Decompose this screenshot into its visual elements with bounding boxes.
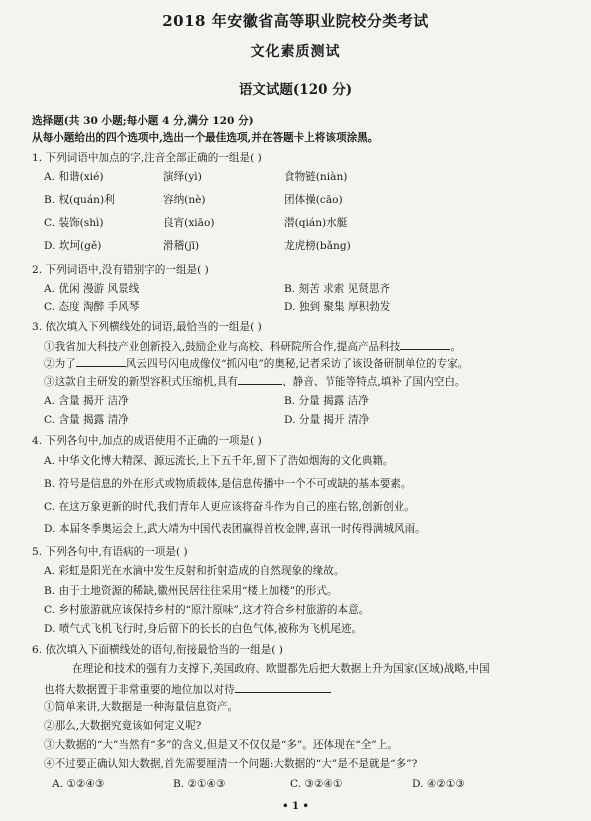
q3-option-d: D. 分量 揭开 清净 (284, 414, 370, 426)
q1-option-d2: 滑稽(jī) (163, 240, 200, 252)
q6-stem: 6. 依次填入下面横线处的语句,衔接最恰当的一组是( ) (32, 644, 283, 656)
q6-blank (235, 681, 331, 693)
q1-option-a1: A. 和谐(xié) (44, 171, 104, 183)
q3-sentence-2 (44, 355, 468, 371)
q6-option-b: B. ②①④③ (173, 778, 226, 790)
q5-option-d: D. 喷气式飞机飞行时,身后留下的长长的白色气体,被称为飞机尾迹。 (44, 623, 363, 635)
q1-option-b2: 容纳(nè) (163, 194, 206, 206)
q1-option-c1: C. 装饰(shì) (44, 217, 104, 229)
section-heading: 选择题(共 30 小题;每小题 4 分,满分 120 分) (32, 115, 254, 127)
q6-passage-line-1: 在理论和技术的强有力支撑下,美国政府、欧盟都先后把大数据上升为国家(区域)战略,中国 (72, 663, 490, 675)
q4-stem: 4. 下列各句中,加点的成语使用不正确的一项是( ) (32, 435, 262, 447)
q6-option-a: A. ①②④③ (52, 778, 105, 790)
q4-option-b: B. 符号是信息的外在形式或物质载体,是信息传播中一个不可或缺的基本要素。 (44, 478, 412, 490)
q6-item-1: ①简单来讲,大数据是一种海量信息资产。 (44, 701, 239, 713)
q6-option-d: D. ④②①③ (412, 778, 465, 790)
q3-blank-2 (76, 355, 126, 367)
q4-option-a: A. 中华文化博大精深、源远流长,上下五千年,留下了浩如烟海的文化典籍。 (44, 455, 394, 467)
q3-option-a: A. 含量 揭开 洁净 (44, 395, 129, 407)
q5-option-c: C. 乡村旅游就应该保持乡村的“原汁原味”,这才符合乡村旅游的本意。 (44, 604, 370, 616)
q6-passage-line-2-text: 也将大数据置于非常重要的地位加以对待 (44, 684, 235, 696)
q3-sentence-3-start: ③这款自主研发的新型容积式压缩机,具有 (44, 376, 239, 388)
q6-option-c: C. ③②④① (290, 778, 343, 790)
exam-title: 2018 年安徽省高等职业院校分类考试 (162, 12, 429, 30)
q4-option-c: C. 在这万象更新的时代,我们青年人更应该将奋斗作为自己的座右铭,创新创业。 (44, 501, 415, 513)
q3-sentence-3-end: 、静音、节能等特点,填补了国内空白。 (282, 376, 466, 388)
q3-blank-1 (400, 338, 450, 350)
q1-option-c3: 潜(qián)水艇 (284, 217, 348, 229)
q1-option-d3: 龙虎榜(bǎng) (284, 240, 351, 252)
q1-option-a2: 演绎(yì) (163, 171, 202, 183)
q6-passage-line-2 (44, 681, 331, 697)
q1-stem: 1. 下列词语中加点的字,注音全部正确的一组是( ) (32, 152, 262, 164)
q3-sentence-2-end: 风云四号闪电成像仪“抓闪电”的奥秘,记者采访了该设备研制单位的专家。 (125, 358, 469, 370)
q1-option-a3: 食物链(niàn) (284, 171, 348, 183)
q4-option-d: D. 本届冬季奥运会上,武大靖为中国代表团赢得首枚金牌,喜讯一时传得满城风雨。 (44, 523, 426, 535)
q2-option-b: B. 刻苦 求索 见贤思齐 (284, 283, 391, 295)
q3-sentence-1-text: ①我省加大科技产业创新投入,鼓励企业与高校、科研院所合作,提高产品科技 (44, 341, 401, 353)
q2-option-d: D. 独到 聚集 厚积勃发 (284, 301, 391, 313)
q1-option-d1: D. 坎坷(gě) (44, 240, 102, 252)
q3-option-c: C. 含量 揭露 清净 (44, 414, 129, 426)
paper-title: 语文试题(120 分) (238, 82, 353, 98)
q6-item-4: ④不过要正确认知大数据,首先需要厘清一个问题:大数据的“大”是不是就是“多”? (44, 758, 418, 770)
q2-option-c: C. 态度 淘醉 手风琴 (44, 301, 140, 313)
q3-sentence-2-start: ②为了 (44, 358, 76, 370)
exam-subtitle: 文化素质测试 (250, 44, 341, 60)
q6-item-3: ③大数据的“大”当然有“多”的含义,但是又不仅仅是“多”。还体现在“全”上。 (44, 739, 398, 751)
q2-stem: 2. 下列词语中,没有错别字的一组是( ) (32, 264, 209, 276)
q3-blank-3 (238, 373, 282, 385)
q6-item-2: ②那么,大数据究竟该如何定义呢? (44, 720, 202, 732)
q5-option-b: B. 由于土地资源的稀缺,徽州民居往往采用“楼上加楼”的形式。 (44, 585, 338, 597)
q3-sentence-3 (44, 373, 466, 389)
section-instruction: 从每小题给出的四个选项中,选出一个最佳选项,并在答题卡上将该项涂黑。 (32, 132, 379, 144)
q3-sentence-1: ①我省加大科技产业创新投入,鼓励企业与高校、科研院所合作,提高产品科技 。 (44, 338, 461, 354)
q1-option-b3: 团体操(cāo) (284, 194, 343, 206)
page-number: • 1 • (282, 801, 309, 812)
q5-stem: 5. 下列各句中,有语病的一项是( ) (32, 546, 188, 558)
q1-option-c2: 良宵(xiāo) (163, 217, 215, 229)
q3-stem: 3. 依次填入下列横线处的词语,最恰当的一组是( ) (32, 321, 262, 333)
q3-option-b: B. 分量 揭露 洁净 (284, 395, 369, 407)
q2-option-a: A. 优闲 漫游 风景线 (44, 283, 140, 295)
q5-option-a: A. 彩虹是阳光在水滴中发生反射和折射造成的自然现象的缘故。 (44, 565, 345, 577)
q1-option-b1: B. 权(quán)利 (44, 194, 115, 206)
